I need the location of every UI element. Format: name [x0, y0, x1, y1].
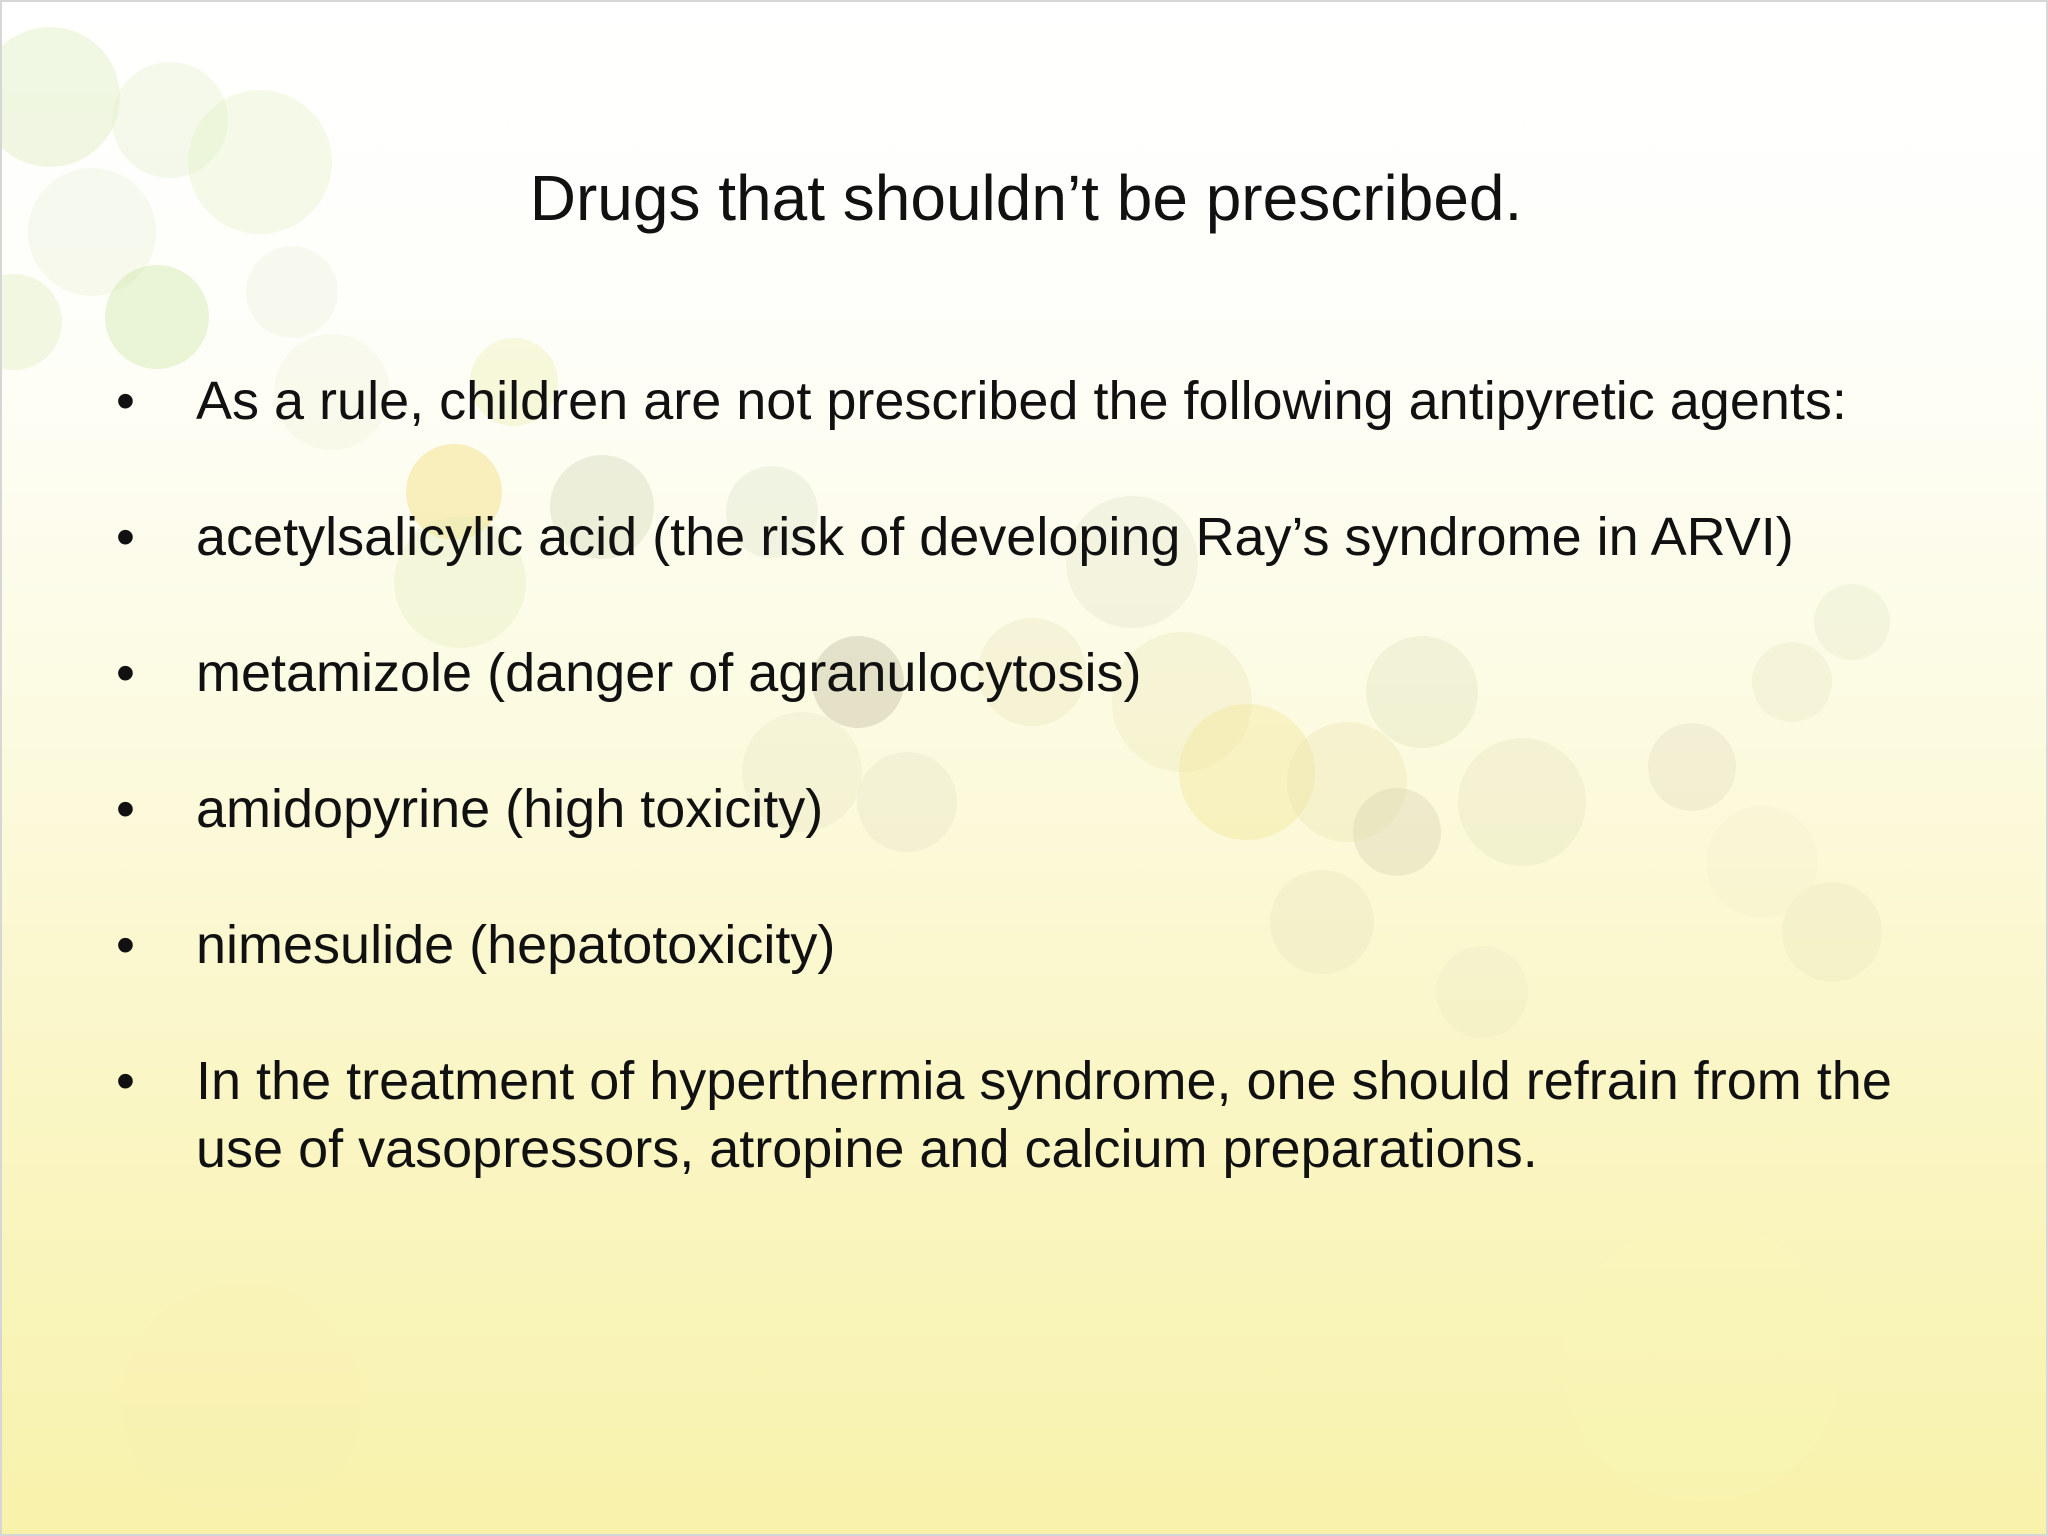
bokeh-circle	[105, 265, 209, 369]
bokeh-circle	[2, 27, 120, 167]
bullet-item	[114, 503, 1954, 571]
bokeh-circle	[246, 246, 338, 338]
bullet-marker: •	[116, 779, 135, 839]
bullet-list	[114, 367, 1954, 1251]
bullet-text: In the treatment of hyperthermia syndrome, one should refrain from the use of vasopressors, atropine and calcium preparations.	[196, 1051, 1892, 1179]
bokeh-circle	[2, 274, 62, 370]
bokeh-circle	[1562, 1222, 1842, 1502]
bullet-text: nimesulide (hepatotoxicity)	[196, 915, 836, 975]
bullet-marker: •	[116, 371, 135, 431]
bullet-text: amidopyrine (high toxicity)	[196, 779, 824, 839]
bullet-marker: •	[116, 1051, 135, 1111]
bullet-item	[114, 911, 1954, 979]
bullet-item	[114, 1047, 1954, 1183]
bullet-marker: •	[116, 507, 135, 567]
bokeh-circle	[122, 1282, 362, 1522]
bullet-item	[114, 775, 1954, 843]
bullet-marker: •	[116, 915, 135, 975]
bullet-marker: •	[116, 643, 135, 703]
bullet-item	[114, 639, 1954, 707]
bullet-text: As a rule, children are not prescribed the following antipyretic agents:	[196, 371, 1847, 431]
bullet-text: metamizole (danger of agranulocytosis)	[196, 643, 1142, 703]
slide-title: Drugs that shouldn’t be prescribed.	[529, 162, 1523, 234]
bullet-item	[114, 367, 1954, 435]
bullet-text: acetylsalicylic acid (the risk of developing Ray’s syndrome in ARVI)	[196, 507, 1794, 567]
